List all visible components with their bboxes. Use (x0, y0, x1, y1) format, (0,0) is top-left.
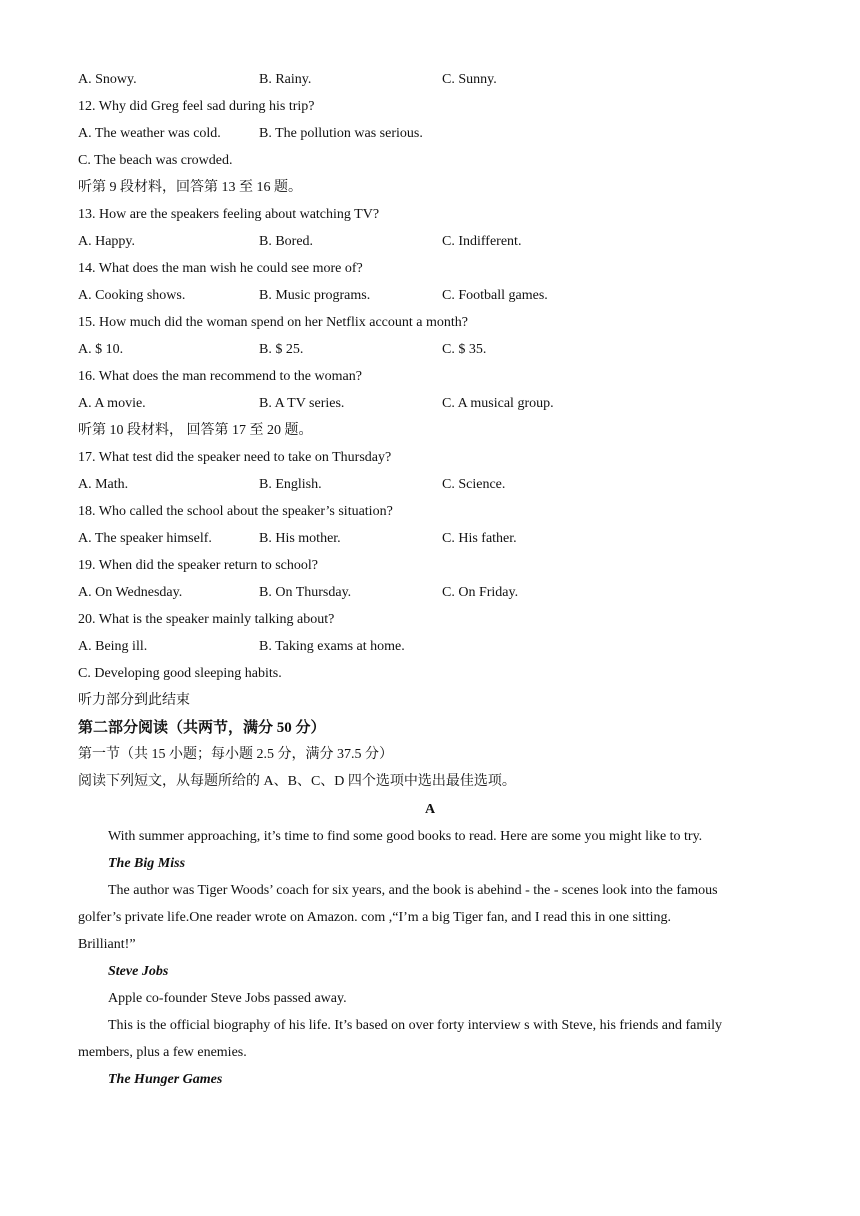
q16-option-a: A. A movie. (78, 396, 146, 411)
q13-stem: 13. How are the speakers feeling about watching TV? (78, 207, 380, 222)
q13-option-a: A. Happy. (78, 234, 136, 249)
book-title-steve-jobs: Steve Jobs (108, 964, 169, 979)
q14-option-c: C. Football games. (442, 288, 548, 303)
q15-option-c: C. $ 35. (442, 342, 487, 357)
q17-option-a: A. Math. (78, 477, 129, 492)
q15-stem: 15. How much did the woman spend on her Netflix account a month? (78, 315, 468, 330)
section-1-note: 第一节（共 15 小题；每小题 2.5 分，满分 37.5 分） (78, 747, 393, 762)
q13-option-c: C. Indifferent. (442, 234, 522, 249)
q18-option-a: A. The speaker himself. (78, 531, 212, 546)
q15-option-a: A. $ 10. (78, 342, 124, 357)
q14-stem: 14. What does the man wish he could see more of? (78, 261, 363, 276)
book1-paragraph-line-3: Brilliant!” (78, 937, 136, 952)
q18-option-c: C. His father. (442, 531, 517, 546)
book-title-big-miss: The Big Miss (108, 856, 186, 871)
part-2-heading: 第二部分阅读（共两节，满分 50 分） (78, 720, 326, 736)
section-9-note: 听第 9 段材料，回答第 13 至 16 题。 (78, 180, 302, 195)
q14-option-a: A. Cooking shows. (78, 288, 186, 303)
q20-option-a: A. Being ill. (78, 639, 148, 654)
q12-option-a: A. The weather was cold. (78, 126, 221, 141)
q17-stem: 17. What test did the speaker need to take on Thursday? (78, 450, 392, 465)
listening-end-note: 听力部分到此结束 (78, 693, 190, 708)
q15-option-b: B. $ 25. (259, 342, 304, 357)
book2-paragraph-line-1: Apple co-founder Steve Jobs passed away. (108, 991, 347, 1006)
q20-option-b: B. Taking exams at home. (259, 639, 405, 654)
book2-paragraph-line-2: This is the official biography of his life. It’s based on over forty interview s with Steve, his friends and family (108, 1018, 723, 1033)
book2-paragraph-line-3: members, plus a few enemies. (78, 1045, 247, 1060)
q18-option-b: B. His mother. (259, 531, 341, 546)
passage-intro: With summer approaching, it’s time to find some good books to read. Here are some you might like to try. (108, 829, 703, 844)
q19-stem: 19. When did the speaker return to school? (78, 558, 319, 573)
q17-option-c: C. Science. (442, 477, 506, 492)
book-title-hunger-games: The Hunger Games (108, 1072, 223, 1087)
q19-option-b: B. On Thursday. (259, 585, 352, 600)
q17-option-b: B. English. (259, 477, 322, 492)
q12-option-c: C. The beach was crowded. (78, 153, 233, 168)
q19-option-a: A. On Wednesday. (78, 585, 183, 600)
q16-option-c: C. A musical group. (442, 396, 554, 411)
q19-option-c: C. On Friday. (442, 585, 519, 600)
book1-paragraph-line-2: golfer’s private life.One reader wrote on Amazon. com ,“I’m a big Tiger fan, and I read this in one sitting. (78, 910, 672, 925)
q11-option-b: B. Rainy. (259, 72, 312, 87)
q20-option-c: C. Developing good sleeping habits. (78, 666, 282, 681)
q20-stem: 20. What is the speaker mainly talking about? (78, 612, 335, 627)
passage-label: A (424, 802, 436, 817)
q16-stem: 16. What does the man recommend to the woman? (78, 369, 362, 384)
reading-instructions: 阅读下列短文，从每题所给的 A、B、C、D 四个选项中选出最佳选项。 (78, 774, 516, 789)
q16-option-b: B. A TV series. (259, 396, 345, 411)
q13-option-b: B. Bored. (259, 234, 314, 249)
q11-option-a: A. Snowy. (78, 72, 137, 87)
q12-option-b: B. The pollution was serious. (259, 126, 423, 141)
q11-option-c: C. Sunny. (442, 72, 497, 87)
q14-option-b: B. Music programs. (259, 288, 371, 303)
q12-stem: 12. Why did Greg feel sad during his trip? (78, 99, 315, 114)
q18-stem: 18. Who called the school about the speaker’s situation? (78, 504, 393, 519)
book1-paragraph-line-1: The author was Tiger Woods’ coach for six years, and the book is abehind - the - scenes look into the famous (108, 883, 718, 898)
section-10-note: 听第 10 段材料， 回答第 17 至 20 题。 (78, 423, 313, 438)
